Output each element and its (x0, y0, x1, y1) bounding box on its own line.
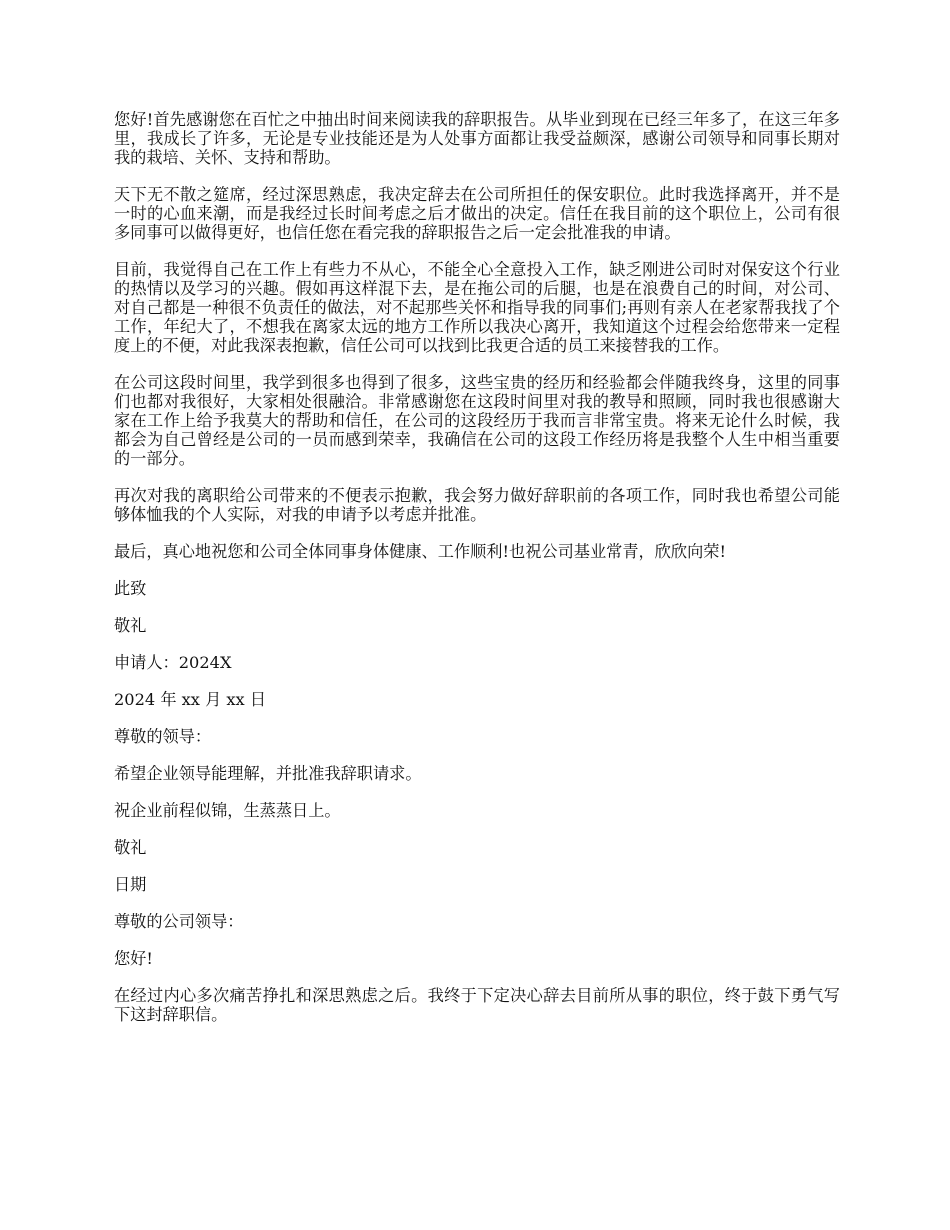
wish-line: 祝企业前程似锦，生蒸蒸日上。 (114, 801, 341, 820)
paragraph-reasons: 目前，我觉得自己在工作上有些力不从心，不能全心全意投入工作，缺乏刚进公司时对保安这个行业的热情以及学习的兴趣。假如再这样混下去，是在拖公司的后腿，也是在浪费自己的时间，对公司、对自己都是一种很不负责任的做法，对不起那些关怀和指导我的同事们;再则有亲人在老家帮我找了个工作，年纪大了，不想我在离家太远的地方工作所以我决心离开，我知道这个过程会给您带来一定程度上的不便，对此我深表抱歉，信任公司可以找到比我更合适的员工来接替我的工作。 (114, 260, 840, 355)
paragraph-apology: 再次对我的离职给公司带来的不便表示抱歉，我会努力做好辞职前的各项工作，同时我也希望公司能够体恤我的个人实际，对我的申请予以考虑并批准。 (114, 486, 840, 524)
paragraph-final: 在经过内心多次痛苦挣扎和深思熟虑之后。我终于下定决心辞去目前所从事的职位，终于鼓下勇气写下这封辞职信。 (114, 986, 840, 1024)
applicant-line: 申请人：2024X (114, 653, 232, 672)
paragraph-gratitude: 在公司这段时间里，我学到很多也得到了很多，这些宝贵的经历和经验都会伴随我终身，这里的同事们也都对我很好，大家相处很融洽。非常感谢您在这段时间里对我的教导和照顾，同时我也很感谢大家在工作上给予我莫大的帮助和信任，在公司的这段经历于我而言非常宝贵。将来无论什么时候，我都会为自己曾经是公司的一员而感到荣幸，我确信在公司的这段工作经历将是我整个人生中相当重要的一部分。 (114, 373, 840, 468)
closing-phrase: 此致 (114, 579, 147, 598)
salute-line-2: 敬礼 (114, 838, 147, 857)
paragraph-intro: 您好!首先感谢您在百忙之中抽出时间来阅读我的辞职报告。从毕业到现在已经三年多了，在这三年多里，我成长了许多，无论是专业技能还是为人处事方面都让我受益颇深，感谢公司领导和同事长期对我的栽培、关怀、支持和帮助。 (114, 110, 840, 167)
paragraph-decision: 天下无不散之筵席，经过深思熟虑，我决定辞去在公司所担任的保安职位。此时我选择离开，并不是一时的心血来潮，而是我经过长时间考虑之后才做出的决定。信任在我目前的这个职位上，公司有很多同事可以做得更好，也信任您在看完我的辞职报告之后一定会批准我的申请。 (114, 185, 840, 242)
hello-line: 您好! (114, 949, 153, 968)
greeting-leader: 尊敬的领导： (114, 727, 212, 746)
date-label: 日期 (114, 875, 147, 894)
salute-line: 敬礼 (114, 616, 147, 635)
document-page (114, 110, 840, 1042)
hope-line: 希望企业领导能理解，并批准我辞职请求。 (114, 764, 422, 783)
paragraph-wishes: 最后，真心地祝您和公司全体同事身体健康、工作顺利!也祝公司基业常青，欣欣向荣! (114, 542, 726, 561)
date-line: 2024 年 xx 月 xx 日 (114, 690, 267, 709)
greeting-company-leader: 尊敬的公司领导： (114, 912, 244, 931)
